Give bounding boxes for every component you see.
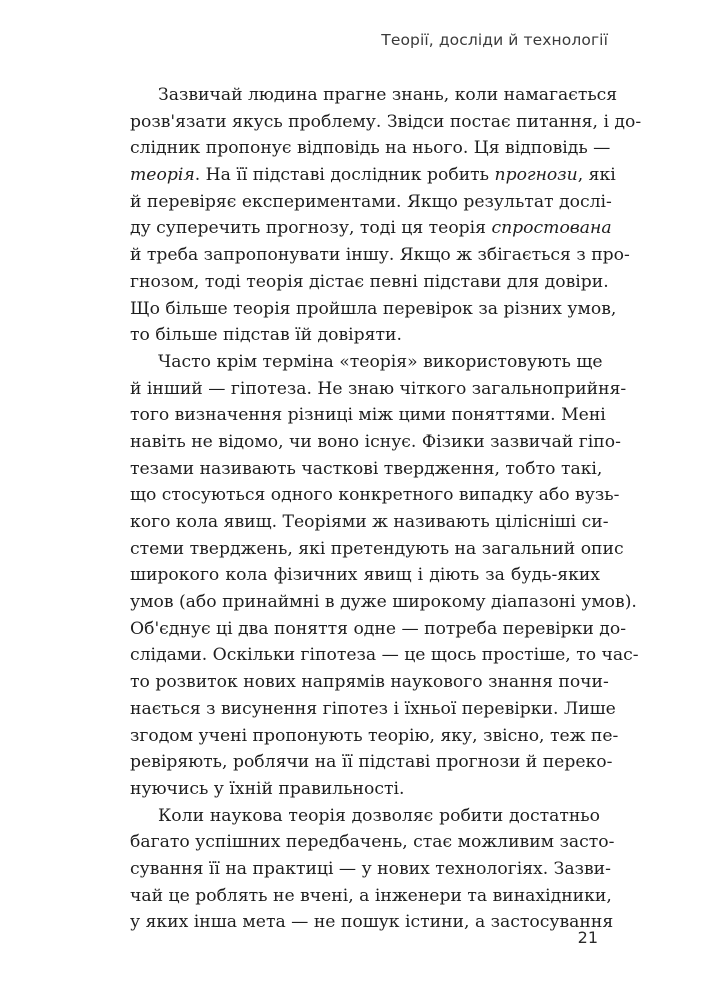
italic-term-theory: теорія xyxy=(130,165,195,186)
text-line: й перевіряє експериментами. Якщо результат дослі- xyxy=(130,191,612,212)
text-line: ревіряють, роблячи на її підставі прогнози й переко- xyxy=(130,752,613,773)
text-line: слідами. Оскільки гіпотеза — це щось простіше, то час- xyxy=(130,645,639,666)
text-line xyxy=(130,162,616,189)
text-line: Що більше теорія пройшла перевірок за різних умов, xyxy=(130,298,617,319)
text-line: тезами називають часткові твердження, тобто такі, xyxy=(130,458,603,479)
text-span: ду суперечить прогнозу, тоді ця теорія xyxy=(130,218,492,239)
text-line xyxy=(130,215,612,242)
text-line: нуючись у їхній правильності. xyxy=(130,778,405,799)
text-line: умов (або принаймні в дуже широкому діапазоні умов). xyxy=(130,592,637,613)
text-line: у яких інша мета — не пошук істини, а застосування xyxy=(130,912,614,933)
text-line: того визначення різниці між цими поняттями. Мені xyxy=(130,405,606,426)
text-line: нається з висунення гіпотез і їхньої перевірки. Лише xyxy=(130,698,616,719)
body-text xyxy=(130,82,642,936)
text-line: багато успішних передбачень, стає можливим засто- xyxy=(130,832,615,853)
text-line: чай це роблять не вчені, а інженери та винахідники, xyxy=(130,885,612,906)
text-line: Зазвичай людина прагне знань, коли намагається xyxy=(158,85,618,105)
text-line: слідник пропонує відповідь на нього. Ця відповідь — xyxy=(130,138,611,159)
text-line: широкого кола фізичних явищ і діють за будь-яких xyxy=(130,565,600,586)
text-line: й треба запропонувати іншу. Якщо ж збігається з про- xyxy=(130,245,630,266)
page-number: 21 xyxy=(577,928,598,947)
text-span: . На її підставі дослідник робить xyxy=(194,165,495,186)
text-line: й інший — гіпотеза. Не знаю чіткого загальноприйня- xyxy=(130,378,627,399)
text-line: Об'єднує ці два поняття одне — потреба перевірки до- xyxy=(130,618,627,639)
text-line: то більше підстав їй довіряти. xyxy=(130,325,402,346)
text-line: розв'язати якусь проблему. Звідси постає питання, і до- xyxy=(130,111,642,132)
text-line: згодом учені пропонують теорію, яку, звісно, теж пе- xyxy=(130,725,619,746)
text-line: то розвиток нових напрямів наукового знання почи- xyxy=(130,672,609,693)
text-line: кого кола явищ. Теоріями ж називають цілісніші си- xyxy=(130,512,609,532)
italic-term-forecasts: прогнози xyxy=(494,165,578,186)
text-line: гнозом, тоді теорія дістає певні підстави для довіри. xyxy=(130,271,609,292)
text-line: Часто крім терміна «теорія» використовують ще xyxy=(158,351,603,372)
text-line: Коли наукова теорія дозволяє робити достатньо xyxy=(158,805,600,826)
text-span: , які xyxy=(577,165,616,186)
running-header: Теорії, досліди й технології xyxy=(381,31,608,49)
text-line: стеми тверджень, які претендують на загальний опис xyxy=(130,538,624,559)
text-line: навіть не відомо, чи воно існує. Фізики зазвичай гіпо- xyxy=(130,431,621,452)
italic-term-refuted: спростована xyxy=(491,218,612,239)
text-line: що стосуються одного конкретного випадку або вузь- xyxy=(130,485,620,506)
text-line: сування її на практиці — у нових технологіях. Зазви- xyxy=(130,858,611,879)
